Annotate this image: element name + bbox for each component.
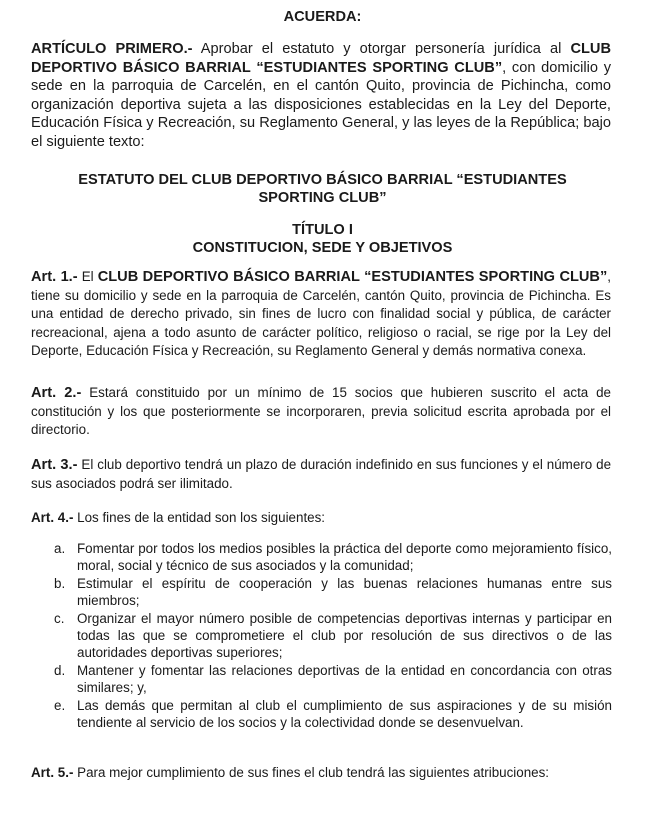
art1-label: Art. 1.- (31, 269, 78, 285)
list-item-text: Fomentar por todos los medios posibles la práctica del deporte como mejoramiento físico, moral, social y técnico de sus asociados y la comunidad; (77, 541, 612, 574)
art2-paragraph (31, 384, 611, 440)
art2-label: Art. 2.- (31, 385, 82, 401)
articulo-primero-paragraph (31, 40, 611, 152)
articulo-primero-text1: Aprobar el estatuto y otorgar personería jurídica al (192, 41, 571, 57)
acuerda-heading: ACUERDA: (283, 9, 362, 25)
list-item-text: Mantener y fomentar las relaciones deportivas de la entidad en concordancia con otras similares; y, (77, 662, 612, 696)
list-item (52, 540, 612, 575)
list-item-marker: d. (54, 662, 66, 678)
estatuto-title: ESTATUTO DEL CLUB DEPORTIVO BÁSICO BARRIAL “ESTUDIANTES SPORTING CLUB” (78, 172, 567, 206)
titulo-name: CONSTITUCION, SEDE Y OBJETIVOS (192, 240, 453, 256)
list-item-text: Organizar el mayor número posible de competencias deportivas internas y participar en todas las que se comprometiere el club por resolución de sus directivos o de las autoridades deportivas superiores; (77, 610, 612, 661)
list-item (52, 610, 612, 662)
art5-text: Para mejor cumplimiento de sus fines el club tendrá las siguientes atribuciones: (73, 765, 550, 780)
titulo-heading (0, 221, 645, 257)
art4-paragraph (31, 509, 611, 528)
list-item (52, 697, 612, 732)
titulo-number: TÍTULO I (292, 222, 353, 238)
list-item-marker: e. (54, 697, 66, 713)
art3-text: El club deportivo tendrá un plazo de duración indefinido en sus funciones y el número de sus asociados podrá ser ilimitado. (31, 457, 612, 491)
art1-text1: El (77, 269, 98, 284)
art1-paragraph (31, 268, 611, 361)
list-item-marker: b. (54, 575, 66, 591)
art1-text2: , tiene su domicilio y sede en la parroquia de Carcelén, cantón Quito, provincia de Pichincha. Es una entidad de derecho privado, sin fines de lucro con finalidad social y pública, de carácter recreacional, ajena a todo asunto de carácter político, religioso o racial, se rige por la Ley del Deporte, Educación Física y Recreación, su Reglamento General y demás normativa conexa. (31, 269, 612, 359)
art3-label: Art. 3.- (31, 457, 78, 473)
art1-club-name: CLUB DEPORTIVO BÁSICO BARRIAL “ESTUDIANTES SPORTING CLUB” (97, 269, 608, 285)
list-item-marker: c. (54, 610, 65, 626)
art3-paragraph (31, 456, 611, 493)
art4-label: Art. 4.- (31, 510, 74, 525)
list-item (52, 662, 612, 697)
list-item-marker: a. (54, 541, 66, 556)
art2-text: Estará constituido por un mínimo de 15 socios que hubieren suscrito el acta de constitución y los que posteriormente se incorporaren, previa solicitud escrita aprobada por el directorio. (31, 385, 611, 438)
club-name: CLUB DEPORTIVO BÁSICO BARRIAL “ESTUDIANTES SPORTING CLUB” (31, 41, 611, 76)
articulo-primero-label: ARTÍCULO PRIMERO.- (31, 41, 193, 57)
art4-text: Los fines de la entidad son los siguientes: (73, 510, 326, 525)
art5-paragraph (31, 764, 611, 783)
art5-label: Art. 5.- (31, 765, 74, 780)
list-item-text: Estimular el espíritu de cooperación y las buenas relaciones humanas entre sus miembros; (77, 575, 612, 609)
list-item (52, 575, 612, 610)
fines-list (52, 540, 612, 731)
list-item-text: Las demás que permitan al club el cumplimiento de sus aspiraciones y de su misión tendiente al servicio de los socios y la colectividad donde se desenvuelvan. (77, 697, 612, 731)
articulo-primero-text2: , con domicilio y sede en la parroquia de Carcelén, en el cantón Quito, provincia de Pichincha, como organización deportiva sujeta a las disposiciones establecidas en la Ley del Deporte, Educación Física y Recreación, su Reglamento General, y las leyes de la República; bajo el siguiente texto: (31, 59, 611, 150)
